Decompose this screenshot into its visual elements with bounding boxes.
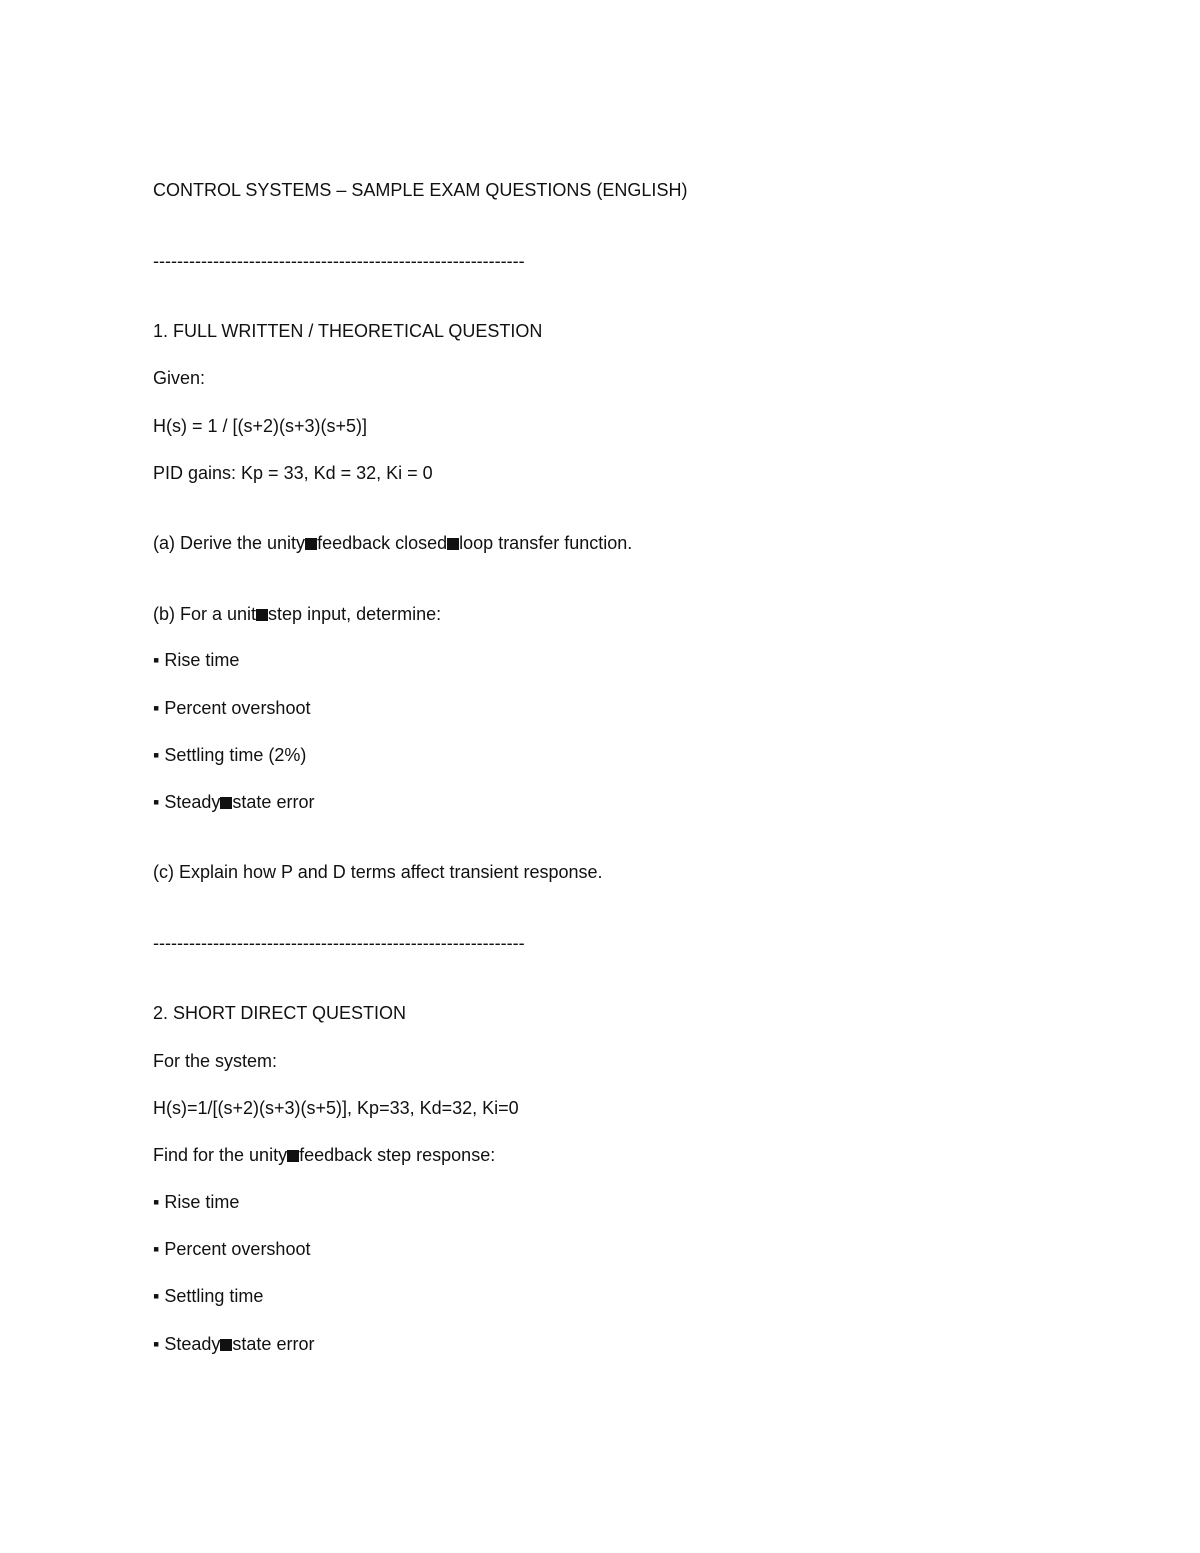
q1-part-b — [153, 603, 441, 625]
q1-bullet-settling-time: ▪ Settling time (2%) — [153, 745, 307, 765]
separator-line: -------------------------------------------------------------- — [153, 251, 525, 271]
q1-part-c: (c) Explain how P and D terms affect transient response. — [153, 862, 603, 882]
q2-for-system: For the system: — [153, 1051, 278, 1071]
q1-sse-text-1: ▪ Steady — [153, 792, 221, 812]
q2-find — [153, 1144, 495, 1166]
missing-glyph-box-icon — [220, 1339, 232, 1351]
q2-bullet-percent-overshoot: ▪ Percent overshoot — [153, 1239, 311, 1259]
q2-heading: 2. SHORT DIRECT QUESTION — [153, 1003, 407, 1023]
missing-glyph-box-icon — [287, 1150, 299, 1162]
q1-part-b-text-1: (b) For a unit — [153, 604, 257, 624]
q1-part-a-text-3: loop transfer function. — [459, 533, 633, 553]
separator-line: -------------------------------------------------------------- — [153, 933, 525, 953]
missing-glyph-box-icon — [305, 538, 317, 550]
q2-sse-text-1: ▪ Steady — [153, 1334, 221, 1354]
q1-transfer-function: H(s) = 1 / [(s+2)(s+3)(s+5)] — [153, 416, 368, 436]
q1-bullet-percent-overshoot: ▪ Percent overshoot — [153, 698, 311, 718]
q1-given: Given: — [153, 368, 206, 388]
document-title: CONTROL SYSTEMS – SAMPLE EXAM QUESTIONS (ENGLISH) — [153, 180, 688, 200]
q1-sse-text-2: state error — [232, 792, 315, 812]
q1-bullet-rise-time: ▪ Rise time — [153, 650, 240, 670]
q1-part-a-text-1: (a) Derive the unity — [153, 533, 306, 553]
q1-bullet-steady-state-error — [153, 791, 314, 813]
q1-heading: 1. FULL WRITTEN / THEORETICAL QUESTION — [153, 321, 543, 341]
q2-find-text-2: feedback step response: — [299, 1145, 496, 1165]
q1-part-b-text-2: step input, determine: — [268, 604, 442, 624]
missing-glyph-box-icon — [447, 538, 459, 550]
q2-sse-text-2: state error — [232, 1334, 315, 1354]
q2-bullet-steady-state-error — [153, 1333, 314, 1355]
q1-part-a — [153, 532, 632, 554]
q2-bullet-rise-time: ▪ Rise time — [153, 1192, 240, 1212]
q1-pid-gains: PID gains: Kp = 33, Kd = 32, Ki = 0 — [153, 463, 433, 483]
q1-part-a-text-2: feedback closed — [317, 533, 448, 553]
q2-find-text-1: Find for the unity — [153, 1145, 288, 1165]
missing-glyph-box-icon — [220, 797, 232, 809]
q2-system: H(s)=1/[(s+2)(s+3)(s+5)], Kp=33, Kd=32, Ki=0 — [153, 1098, 519, 1118]
missing-glyph-box-icon — [256, 609, 268, 621]
q2-bullet-settling-time: ▪ Settling time — [153, 1286, 264, 1306]
